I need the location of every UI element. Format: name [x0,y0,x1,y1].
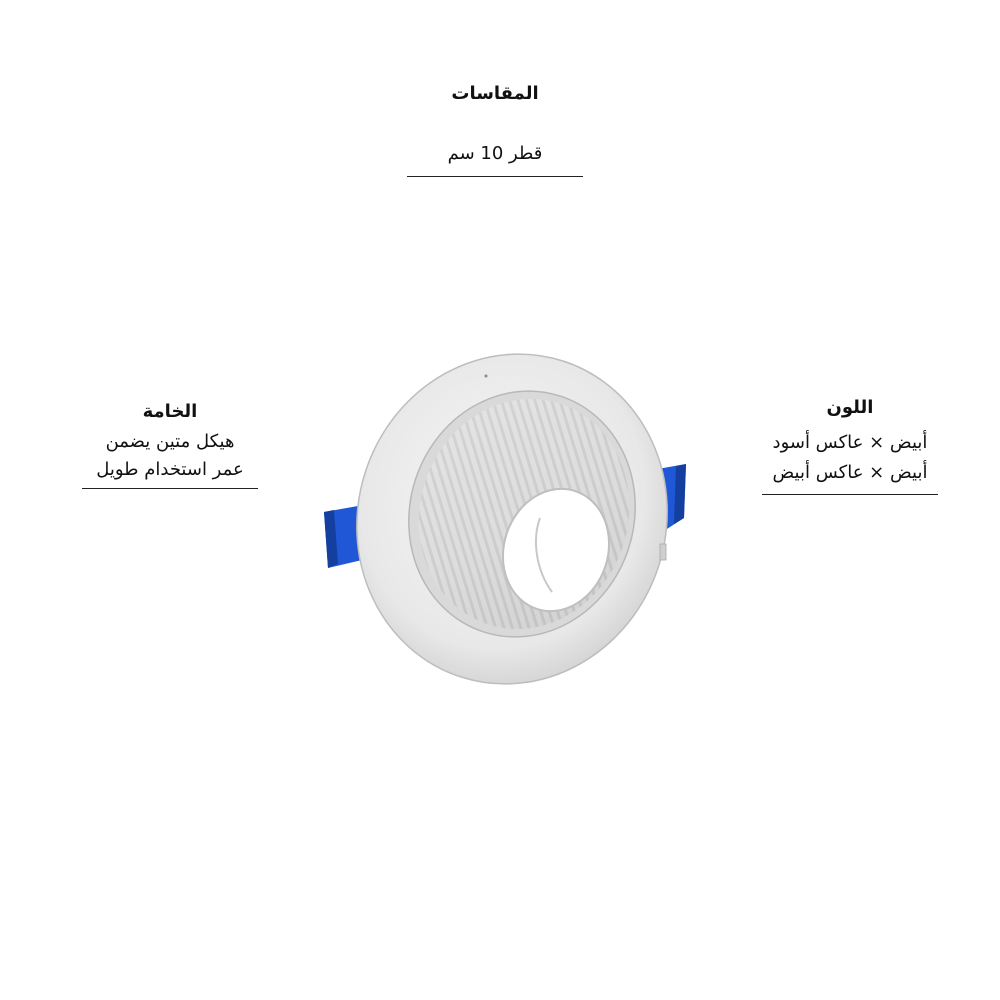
dimensions-section [380,82,610,177]
color-title: اللون [826,397,874,418]
dimensions-value: قطر 10 سم [447,143,543,164]
product-image [300,330,700,710]
color-option-2: أبيض × عاكس أبيض [772,462,928,483]
material-section [60,400,280,489]
material-divider [82,488,258,489]
dimensions-title: المقاسات [451,83,539,104]
material-line-2: عمر استخدام طويل [96,459,244,480]
left-mounting-clip [324,506,362,568]
material-line-1: هيكل متين يضمن [105,431,235,452]
recessed-downlight-icon [300,330,700,710]
dimensions-divider [407,176,583,177]
color-divider [762,494,938,495]
color-option-1: أبيض × عاكس أسود [772,432,928,453]
material-title: الخامة [142,401,198,422]
color-section [740,396,960,495]
